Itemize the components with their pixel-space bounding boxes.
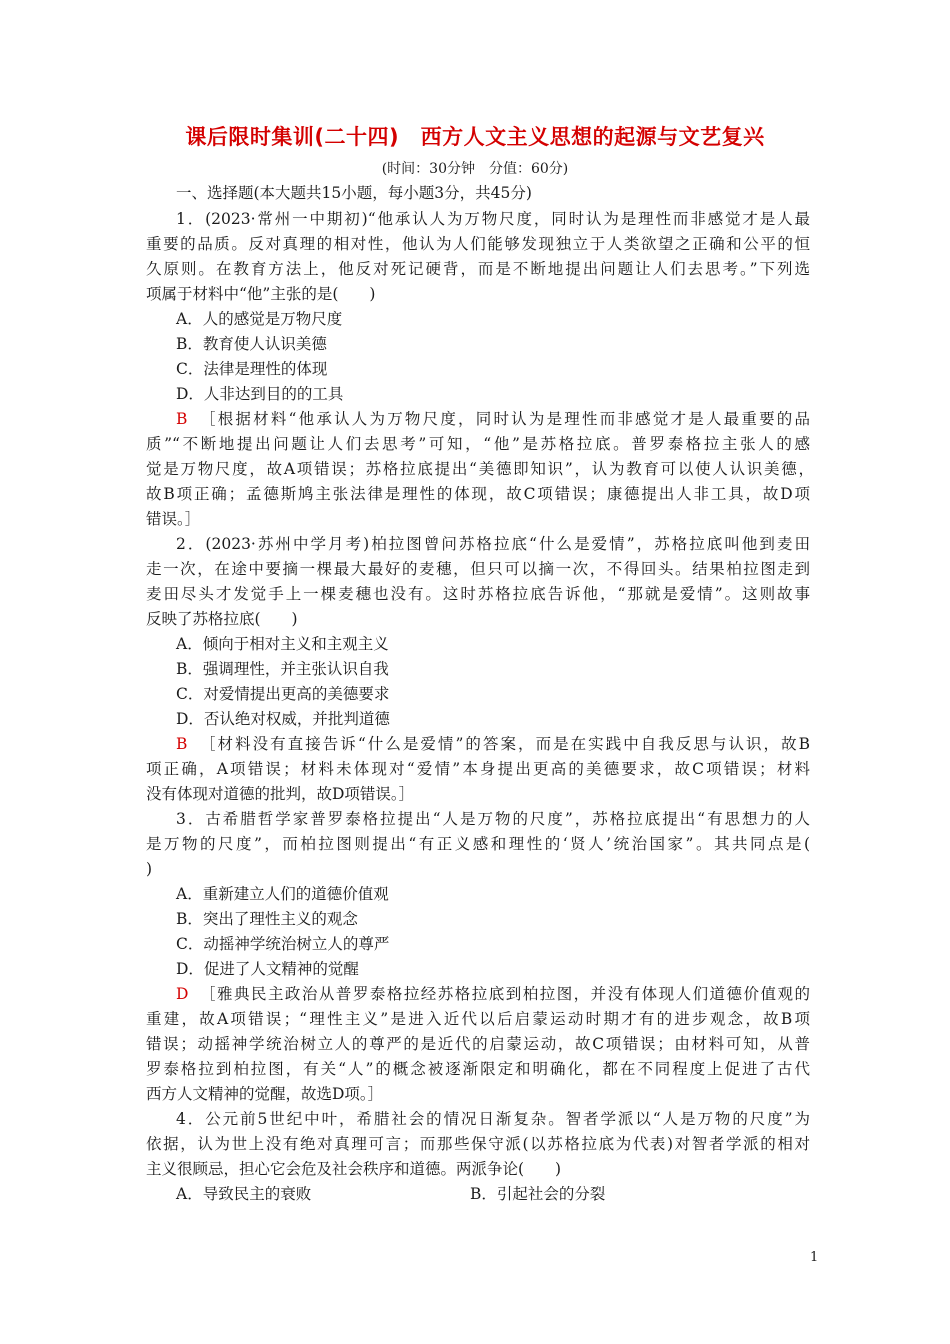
q1-stem-line: 1．(2023·常州一中期初)“他承认人为万物尺度，同时认为是理性而非感觉才是人最 bbox=[176, 210, 810, 228]
q2-explanation-line: 项正确，A项错误；材料未体现对“爱情”本身提出更高的美德要求，故C项错误；材料 bbox=[146, 760, 810, 778]
q2-stem-line: 反映了苏格拉底( ) bbox=[146, 610, 298, 628]
q2-option-b: B．强调理性，并主张认识自我 bbox=[176, 660, 389, 678]
q2-option-d: D．否认绝对权威，并批判道德 bbox=[176, 710, 390, 728]
q3-explanation-line: ［雅典民主政治从普罗泰格拉经苏格拉底到柏拉图，并没有体现人们道德价值观的 bbox=[200, 985, 810, 1003]
page-title: 课后限时集训(二十四) 西方人文主义思想的起源与文艺复兴 bbox=[185, 125, 765, 149]
q1-explanation-line: 故B项正确；孟德斯鸠主张法律是理性的体现，故C项错误；康德提出人非工具，故D项 bbox=[146, 485, 810, 503]
section-heading: 一、选择题(本大题共15小题，每小题3分，共45分) bbox=[176, 184, 532, 202]
page-subtitle: (时间：30分钟 分值：60分) bbox=[381, 161, 569, 177]
q1-explanation-line: 错误。］ bbox=[146, 510, 201, 528]
q4-stem-line: 4．公元前5世纪中叶，希腊社会的情况日渐复杂。智者学派以“人是万物的尺度”为 bbox=[176, 1110, 810, 1128]
q1-stem-line: 项属于材料中“他”主张的是( ) bbox=[146, 285, 376, 303]
q3-option-a: A．重新建立人们的道德价值观 bbox=[176, 885, 389, 903]
q1-option-a: A．人的感觉是万物尺度 bbox=[176, 310, 343, 328]
q4-stem-line: 依据，认为世上没有绝对真理可言；而那些保守派(以苏格拉底为代表)对智者学派的相对 bbox=[146, 1135, 810, 1153]
q2-explanation-line: ［材料没有直接告诉“什么是爱情”的答案，而是在实践中自我反思与认识，故B bbox=[200, 735, 810, 753]
q3-option-c: C．动摇神学统治树立人的尊严 bbox=[176, 935, 390, 953]
q3-option-b: B．突出了理性主义的观念 bbox=[176, 910, 358, 928]
q1-option-d: D．人非达到目的的工具 bbox=[176, 385, 344, 403]
q3-explanation-line: 西方人文精神的觉醒，故选D项。］ bbox=[146, 1085, 384, 1103]
q1-answer: B bbox=[176, 410, 188, 428]
q3-stem-line: 是万物的尺度”，而柏拉图则提出“有正义感和理性的‘贤人’统治国家”。其共同点是( bbox=[146, 835, 810, 853]
q3-explanation-line: 重建，故A项错误；“理性主义”是进入近代以后启蒙运动时期才有的进步观念，故B项 bbox=[146, 1010, 810, 1028]
q3-explanation-line: 罗泰格拉到柏拉图，有关“人”的概念被逐渐限定和明确化，都在不同程度上促进了古代 bbox=[146, 1060, 810, 1078]
q3-explanation-line: 错误；动摇神学统治树立人的尊严的是近代的启蒙运动，故C项错误；由材料可知，从普 bbox=[146, 1035, 810, 1053]
q1-option-c: C．法律是理性的体现 bbox=[176, 360, 328, 378]
q4-option-b: B．引起社会的分裂 bbox=[470, 1185, 606, 1203]
q2-stem-line: 走一次，在途中要摘一棵最大最好的麦穗，但只可以摘一次，不得回头。结果柏拉图走到 bbox=[146, 560, 810, 578]
q2-stem-line: 2．(2023·苏州中学月考)柏拉图曾问苏格拉底“什么是爱情”，苏格拉底叫他到麦田 bbox=[176, 535, 810, 553]
q3-stem-line: 3．古希腊哲学家普罗泰格拉提出“人是万物的尺度”，苏格拉底提出“有思想力的人 bbox=[176, 810, 810, 828]
q3-option-d: D．促进了人文精神的觉醒 bbox=[176, 960, 359, 978]
q1-explanation-line: 觉是万物尺度，故A项错误；苏格拉底提出“美德即知识”，认为教育可以使人认识美德， bbox=[146, 460, 814, 478]
q1-option-b: B．教育使人认识美德 bbox=[176, 335, 327, 353]
q2-stem-line: 麦田尽头才发觉手上一棵麦穗也没有。这时苏格拉底告诉他，“那就是爱情”。这则故事 bbox=[146, 585, 810, 603]
q2-option-c: C．对爱情提出更高的美德要求 bbox=[176, 685, 390, 703]
q2-option-a: A．倾向于相对主义和主观主义 bbox=[176, 635, 389, 653]
q3-answer: D bbox=[176, 985, 189, 1003]
q3-stem-line: ) bbox=[146, 860, 153, 878]
q2-explanation-line: 没有体现对道德的批判，故D项错误。］ bbox=[146, 785, 415, 803]
q1-explanation-line: ［根据材料“他承认人为万物尺度，同时认为是理性而非感觉才是人最重要的品 bbox=[200, 410, 810, 428]
page-number: 1 bbox=[810, 1250, 819, 1265]
q1-stem-line: 重要的品质。反对真理的相对性，他认为人们能够发现独立于人类欲望之正确和公平的恒 bbox=[146, 235, 810, 253]
q2-answer: B bbox=[176, 735, 188, 753]
q1-explanation-line: 质”“不断地提出问题让人们去思考”可知，“他”是苏格拉底。普罗泰格拉主张人的感 bbox=[146, 435, 810, 453]
q1-stem-line: 久原则。在教育方法上，他反对死记硬背，而是不断地提出问题让人们去思考。”下列选 bbox=[146, 260, 810, 278]
q4-option-a: A．导致民主的衰败 bbox=[176, 1185, 312, 1203]
q4-stem-line: 主义很顾忌，担心它会危及社会秩序和道德。两派争论( ) bbox=[146, 1160, 562, 1178]
